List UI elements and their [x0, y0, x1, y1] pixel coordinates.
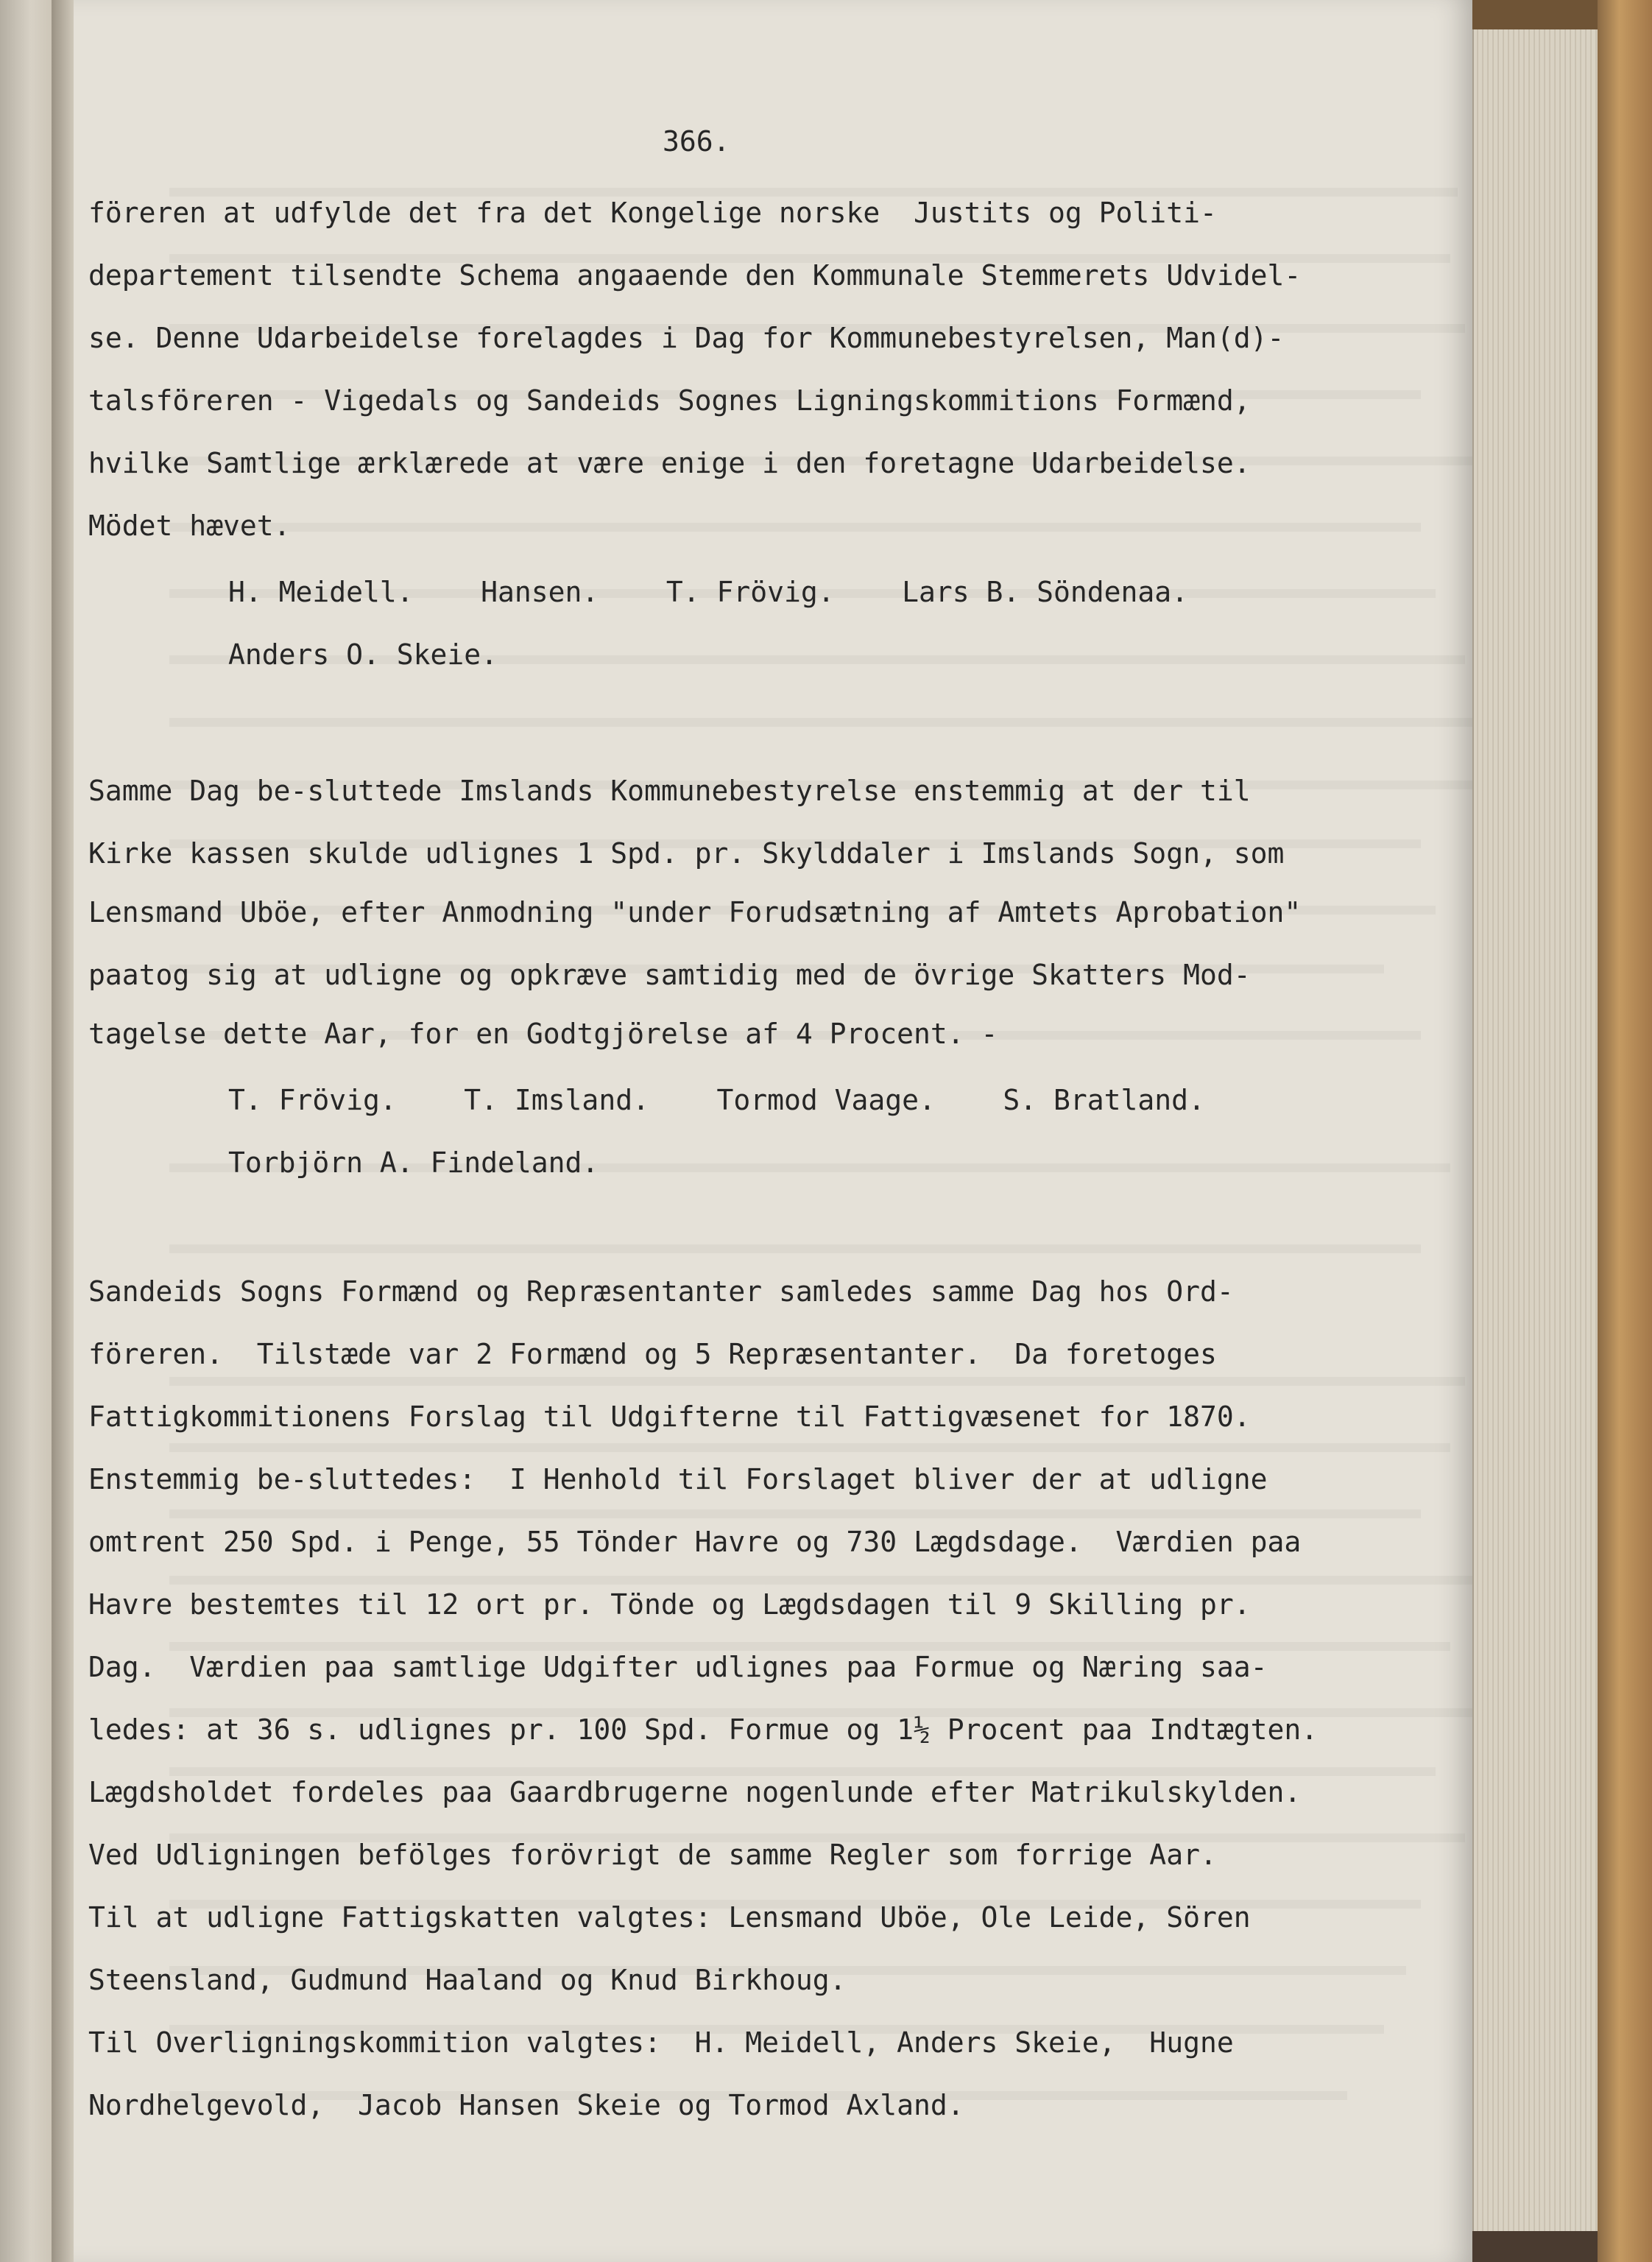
text-line: Steensland, Gudmund Haaland og Knud Birkhoug. — [88, 1964, 847, 1996]
signature-line: T. Frövig. T. Imsland. Tormod Vaage. S. Bratland. — [228, 1084, 1205, 1116]
text-line: ledes: at 36 s. udlignes pr. 100 Spd. Formue og 1½ Procent paa Indtægten. — [88, 1713, 1319, 1746]
text-line: tagelse dette Aar, for en Godtgjörelse af 4 Procent. - — [88, 1018, 998, 1050]
text-line: talsföreren - Vigedals og Sandeids Sognes Ligningskommitions Formænd, — [88, 384, 1251, 417]
text-line: Fattigkommitionens Forslag til Udgifterne til Fattigvæsenet for 1870. — [88, 1400, 1251, 1433]
book-cover-edge — [1598, 0, 1652, 2262]
signature-line: H. Meidell. Hansen. T. Frövig. Lars B. Söndenaa. — [228, 576, 1189, 608]
page-number: 366. — [663, 125, 730, 158]
text-line: föreren. Tilstæde var 2 Formænd og 5 Repræsentanter. Da foretoges — [88, 1338, 1217, 1370]
text-line: Enstemmig be-sluttedes: I Henhold til Forslaget bliver der at udligne — [88, 1463, 1268, 1495]
text-line: föreren at udfylde det fra det Kongelige norske Justits og Politi- — [88, 197, 1217, 229]
text-line: Til Overligningskommition valgtes: H. Meidell, Anders Skeie, Hugne — [88, 2026, 1234, 2059]
page-stack-edges — [1472, 29, 1599, 2231]
text-line: Til at udligne Fattigskatten valgtes: Lensmand Uböe, Ole Leide, Sören — [88, 1901, 1251, 1934]
signature-line: Anders O. Skeie. — [228, 638, 498, 671]
text-line: Dag. Værdien paa samtlige Udgifter udlignes paa Formue og Næring saa- — [88, 1651, 1268, 1683]
text-line: Mödet hævet. — [88, 510, 291, 542]
text-line: Kirke kassen skulde udlignes 1 Spd. pr. Skylddaler i Imslands Sogn, som — [88, 837, 1285, 870]
text-line: departement tilsendte Schema angaaende den Kommunale Stemmerets Udvidel- — [88, 259, 1302, 292]
text-line: Lægdsholdet fordeles paa Gaardbrugerne nogenlunde efter Matrikulskylden. — [88, 1776, 1302, 1808]
text-line: Havre bestemtes til 12 ort pr. Tönde og Lægdsdagen til 9 Skilling pr. — [88, 1588, 1251, 1621]
text-line: hvilke Samtlige ærklærede at være enige i den foretagne Udarbeidelse. — [88, 447, 1251, 479]
text-line: Nordhelgevold, Jacob Hansen Skeie og Tormod Axland. — [88, 2089, 964, 2121]
book-gutter — [52, 0, 74, 2262]
text-line: paatog sig at udligne og opkræve samtidig med de övrige Skatters Mod- — [88, 959, 1251, 991]
text-line: se. Denne Udarbeidelse forelagdes i Dag for Kommunebestyrelsen, Man(d)- — [88, 322, 1285, 354]
text-line: Lensmand Uböe, efter Anmodning "under Forudsætning af Amtets Aprobation" — [88, 896, 1302, 929]
text-line: omtrent 250 Spd. i Penge, 55 Tönder Havre og 730 Lægdsdage. Værdien paa — [88, 1526, 1302, 1558]
text-line: Samme Dag be-sluttede Imslands Kommunebestyrelse enstemmig at der til — [88, 775, 1251, 807]
text-line: Sandeids Sogns Formænd og Repræsentanter samledes samme Dag hos Ord- — [88, 1275, 1234, 1308]
previous-page-edge — [0, 0, 52, 2262]
text-line: Ved Udligningen befölges forövrigt de samme Regler som forrige Aar. — [88, 1839, 1217, 1871]
signature-line: Torbjörn A. Findeland. — [228, 1146, 599, 1179]
